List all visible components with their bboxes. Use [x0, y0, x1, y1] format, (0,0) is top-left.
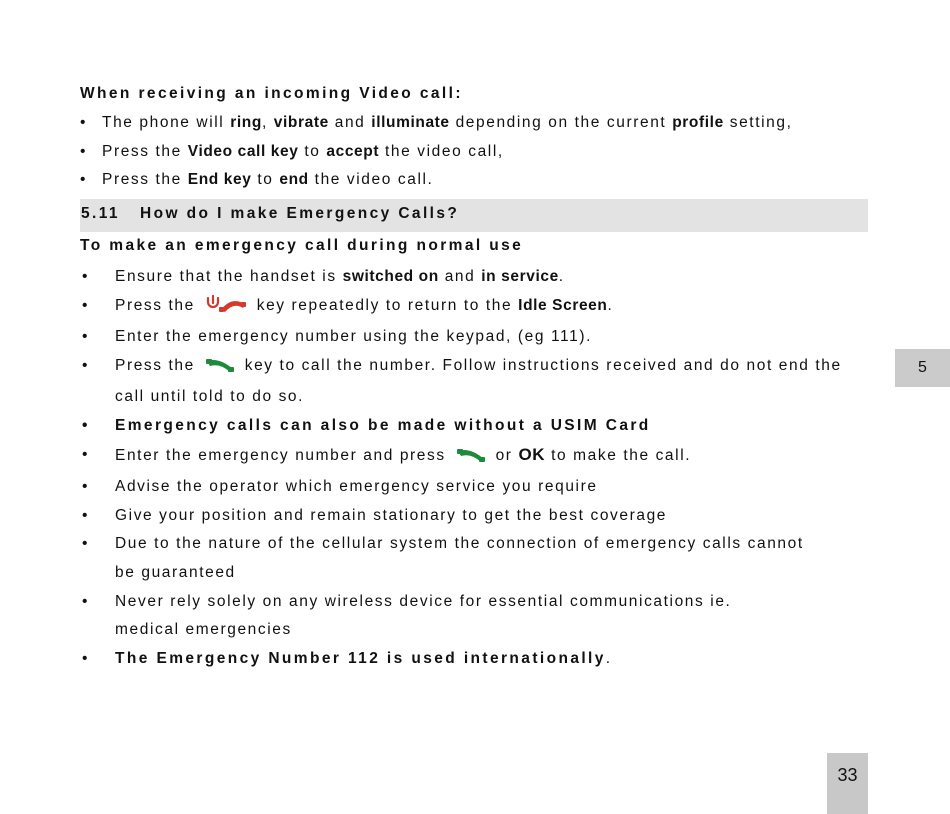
text: to make the call. — [545, 446, 692, 464]
call-key-icon — [456, 445, 486, 474]
bullet: • — [82, 592, 90, 610]
list-item — [80, 645, 870, 674]
emergency-call-list — [80, 263, 870, 673]
bold-text: Idle Screen — [518, 296, 608, 314]
text: key to call the number. Follow instructions received and do not end the call until told to do so. — [115, 356, 842, 406]
bullet: • — [82, 268, 90, 285]
bold-text: end — [279, 171, 309, 188]
text: and — [328, 114, 372, 131]
bullet: • — [82, 649, 88, 667]
end-call-key-icon — [205, 295, 247, 324]
text: Due to the nature of the cellular system the connection of emergency calls cannot be guaranteed — [115, 535, 804, 581]
call-key-icon — [205, 355, 235, 384]
bold-text: Emergency calls can also be made without a USIM Card — [115, 416, 651, 434]
bullet: • — [82, 356, 90, 374]
list-item — [80, 352, 870, 412]
text: Enter the emergency number using the keypad, (eg 111). — [115, 328, 592, 346]
bullet: • — [82, 328, 90, 346]
bullet: • — [82, 535, 90, 553]
text: The phone will — [102, 114, 231, 131]
heading-incoming-video-call: When receiving an incoming Video call: — [80, 85, 463, 102]
list-item — [80, 530, 870, 587]
bold-text: Video call key — [187, 142, 299, 160]
bullet: • — [82, 416, 90, 434]
text: Press the — [102, 171, 188, 188]
bullet: • — [82, 445, 90, 463]
text: . — [607, 296, 614, 314]
bold-text: End key — [187, 171, 252, 188]
list-item — [80, 323, 870, 352]
text: depending on the current — [449, 114, 673, 131]
text: , — [261, 114, 274, 131]
text: setting, — [723, 114, 793, 131]
bold-text: OK — [518, 444, 546, 464]
text: or — [495, 446, 519, 464]
list-item — [80, 502, 870, 531]
text: Press the — [102, 142, 188, 160]
list-item — [80, 113, 880, 142]
text: the video call, — [379, 142, 504, 160]
text: the video call. — [308, 171, 434, 188]
text: to — [251, 171, 280, 188]
list-item — [80, 292, 870, 324]
text: Advise the operator which emergency service you require — [115, 478, 598, 496]
text: . — [558, 268, 565, 285]
text: key repeatedly to return to the — [256, 296, 519, 314]
list-item — [80, 441, 870, 474]
list-item — [80, 170, 880, 199]
bold-text: vibrate — [273, 114, 329, 131]
bold-text: in service — [481, 268, 559, 285]
text: Give your position and remain stationary to get the best coverage — [115, 506, 668, 524]
list-item — [80, 473, 870, 502]
page-number: 33 — [827, 753, 868, 814]
text: Press the — [115, 356, 195, 374]
text: Press the — [115, 296, 195, 314]
text: and — [438, 268, 482, 285]
bold-text: The Emergency Number 112 is used internationally — [115, 649, 606, 667]
bullet: • — [80, 171, 88, 188]
list-item — [80, 588, 870, 645]
bullet: • — [82, 478, 90, 496]
bold-text: profile — [672, 114, 724, 131]
bold-text: illuminate — [371, 114, 450, 131]
list-item — [80, 412, 870, 441]
text: Enter the emergency number and press — [115, 446, 446, 464]
incoming-call-list — [80, 113, 880, 199]
text: Ensure that the handset is — [115, 268, 343, 285]
bold-text: switched on — [342, 268, 439, 285]
section-title: 5.11 How do I make Emergency Calls? — [81, 205, 460, 222]
bold-text: ring — [230, 114, 262, 131]
text: Never rely solely on any wireless device for essential communications ie. medical emergencies — [115, 592, 732, 639]
bullet: • — [80, 142, 88, 160]
list-item — [80, 263, 870, 292]
subheading-emergency-call: To make an emergency call during normal use — [80, 237, 524, 254]
bullet: • — [82, 296, 90, 314]
text: to — [298, 142, 327, 160]
bullet: • — [80, 114, 88, 131]
chapter-tab: 5 — [895, 349, 950, 387]
text: . — [605, 649, 611, 667]
list-item — [80, 142, 880, 171]
bold-text: accept — [326, 142, 380, 160]
bullet: • — [82, 506, 90, 524]
